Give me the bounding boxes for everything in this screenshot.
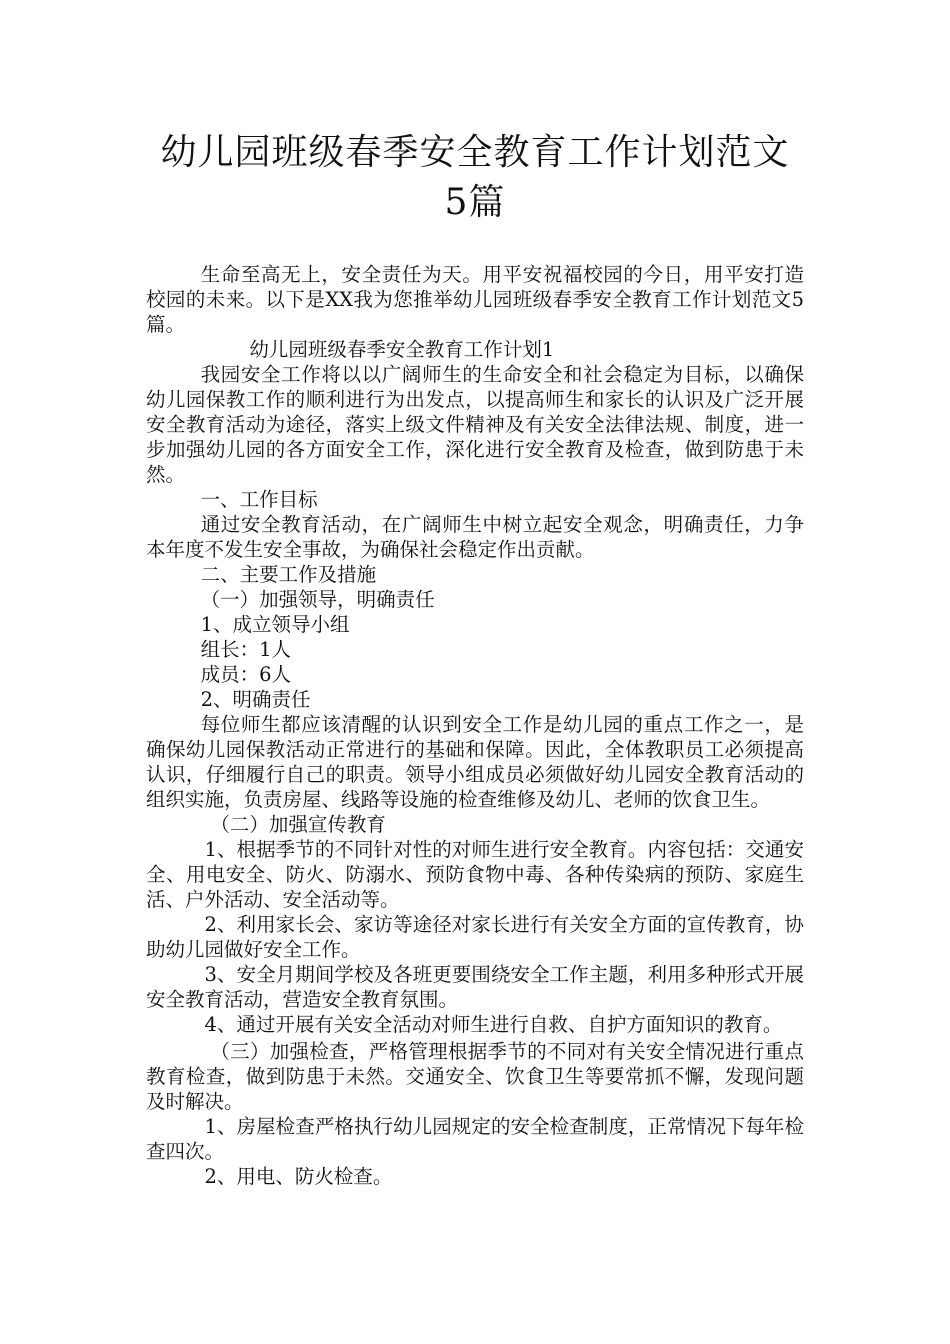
document-title: 幼儿园班级春季安全教育工作计划范文5篇 (160, 132, 790, 223)
paragraph: 2、利用家长会、家访等途径对家长进行有关安全方面的宣传教育，协助幼儿园做好安全工作。 (146, 913, 804, 961)
paragraph: 4、通过开展有关安全活动对师生进行自救、自护方面知识的教育。 (204, 1013, 783, 1036)
paragraph: 1、根据季节的不同针对性的对师生进行安全教育。内容包括：交通安全、用电安全、防火、防溺水、预防食物中毒、各种传染病的预防、家庭生活、户外活动、安全活动等。 (146, 838, 804, 911)
paragraph: 生命至高无上，安全责任为天。用平安祝福校园的今日，用平安打造校园的未来。以下是XX我为您推举幼儿园班级春季安全教育工作计划范文5篇。 (146, 263, 804, 336)
paragraph: 每位师生都应该清醒的认识到安全工作是幼儿园的重点工作之一，是确保幼儿园保教活动正常进行的基础和保障。因此，全体教职员工必须提高认识，仔细履行自己的职责。领导小组成员必须做好幼儿园安全教育活动的组织实施，负责房屋、线路等设施的检查维修及幼儿、老师的饮食卫生。 (146, 713, 804, 811)
paragraph: 幼儿园班级春季安全教育工作计划1 (249, 338, 555, 361)
paragraph: 1、成立领导小组 (200, 613, 350, 636)
paragraph: 3、安全月期间学校及各班更要围绕安全工作主题，利用多种形式开展安全教育活动，营造安全教育氛围。 (146, 963, 804, 1011)
paragraph: 二、主要工作及措施 (200, 563, 377, 586)
paragraph: 一、工作目标 (200, 488, 318, 511)
paragraph: 2、用电、防火检查。 (204, 1165, 393, 1188)
paragraph: 通过安全教育活动，在广阔师生中树立起安全观念，明确责任，力争本年度不发生安全事故，为确保社会稳定作出贡献。 (146, 513, 804, 561)
paragraph: 组长：1人 (200, 638, 292, 661)
document-body (146, 262, 804, 1189)
paragraph: 我园安全工作将以以广阔师生的生命安全和社会稳定为目标，以确保幼儿园保教工作的顺利进行为出发点，以提高师生和家长的认识及广泛开展安全教育活动为途径，落实上级文件精神及有关安全法律法规、制度，进一步加强幼儿园的各方面安全工作，深化进行安全教育及检查，做到防患于未然。 (146, 363, 804, 486)
paragraph: 成员：6人 (200, 663, 292, 686)
paragraph: 2、明确责任 (200, 688, 311, 711)
paragraph: （三）加强检查，严格管理根据季节的不同对有关安全情况进行重点教育检查，做到防患于未然。交通安全、饮食卫生等要常抓不懈，发现问题及时解决。 (146, 1040, 804, 1113)
paragraph: （一）加强领导，明确责任 (200, 588, 435, 611)
paragraph: 1、房屋检查严格执行幼儿园规定的安全检查制度，正常情况下每年检查四次。 (146, 1115, 804, 1163)
paragraph: （二）加强宣传教育 (210, 813, 386, 836)
